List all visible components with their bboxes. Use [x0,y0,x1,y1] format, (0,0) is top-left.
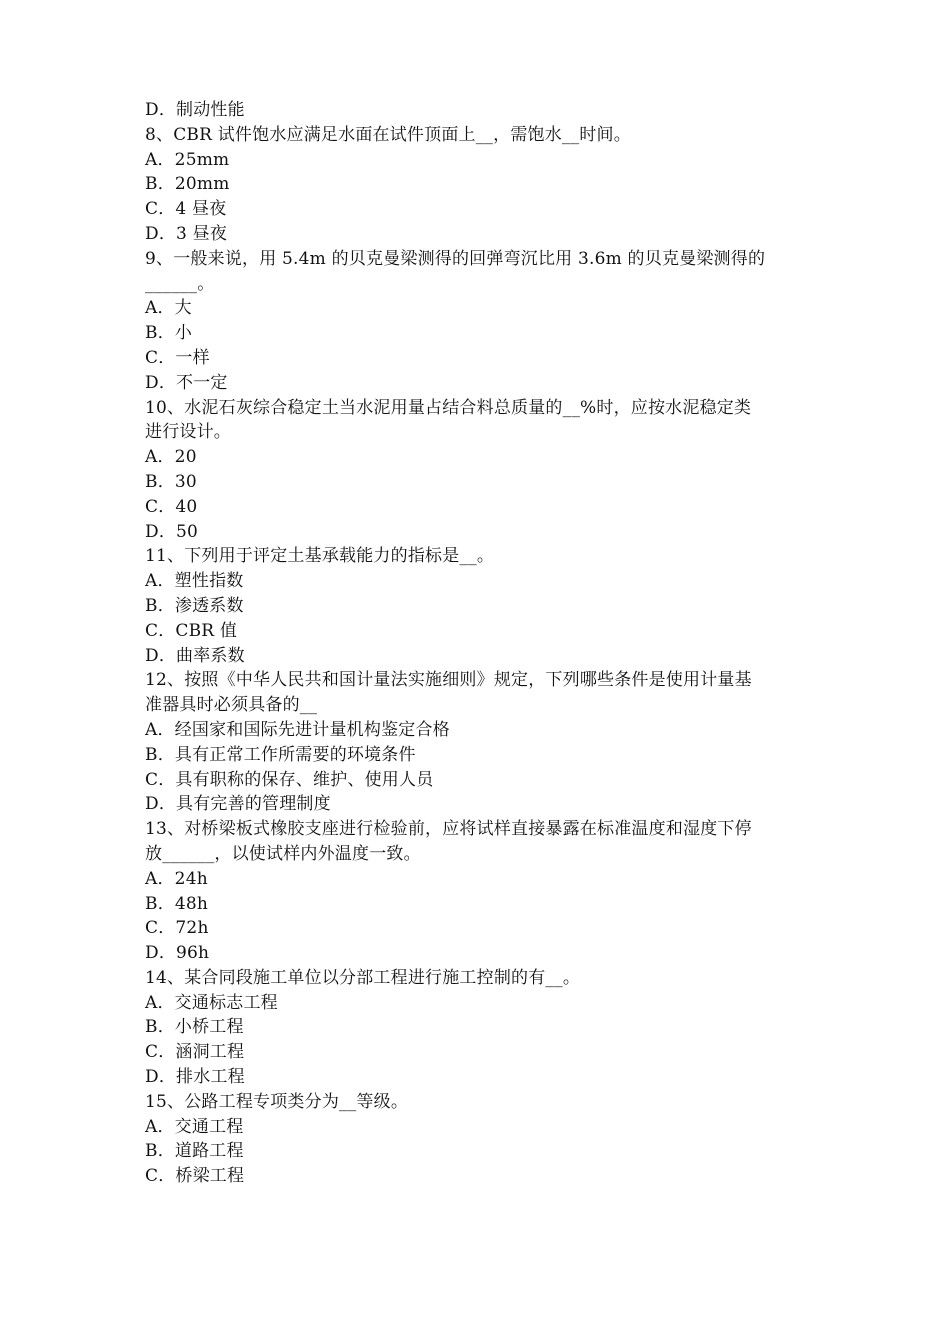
option-line: B．小桥工程 [145,1017,244,1038]
option-line: C．72h [145,918,209,939]
option-line: C．一样 [145,347,210,368]
option-line: B．小 [145,323,193,344]
question-line: 12、按照《中华人民共和国计量法实施细则》规定，下列哪些条件是使用计量基 [145,670,752,691]
document-body [145,98,825,1189]
option-line: B．20mm [145,174,230,195]
option-line: A．经国家和国际先进计量机构鉴定合格 [145,719,450,740]
question-line: 10、水泥石灰综合稳定土当水泥用量占结合料总质量的__%时，应按水泥稳定类 [145,397,752,418]
option-line: A．大 [145,298,192,319]
question-line: 14、某合同段施工单位以分部工程进行施工控制的有__。 [145,967,581,988]
option-line: B．48h [145,893,209,914]
option-line: D．具有完善的管理制度 [145,794,331,815]
question-line: 8、CBR 试件饱水应满足水面在试件顶面上__，需饱水__时间。 [145,124,631,145]
option-line: A．24h [145,868,208,889]
option-line: D．制动性能 [145,100,245,120]
question-line: 11、下列用于评定土基承载能力的指标是__。 [145,546,495,567]
option-line: B．具有正常工作所需要的环境条件 [145,744,416,765]
option-line: D．3 昼夜 [145,223,228,244]
question-line: 9、一般来说，用 5.4m 的贝克曼梁测得的回弹弯沉比用 3.6m 的贝克曼梁测得的 [145,248,766,269]
option-line: A．交通工程 [145,1116,244,1137]
option-line: C．40 [145,496,198,517]
question-line: 进行设计。 [145,422,231,443]
option-line: D．曲率系数 [145,645,245,666]
option-line: C．桥梁工程 [145,1166,245,1187]
question-line: ______。 [145,273,215,294]
option-line: B．道路工程 [145,1141,244,1162]
option-line: C．CBR 值 [145,620,238,641]
question-line: 准器具时必须具备的__ [145,695,318,716]
option-line: D．不一定 [145,372,228,393]
option-line: A．交通标志工程 [145,992,278,1013]
option-line: D．排水工程 [145,1067,245,1088]
option-line: D．96h [145,943,210,964]
question-line: 放______，以使试样内外温度一致。 [145,843,421,864]
option-line: B．30 [145,471,197,492]
option-line: A．25mm [145,149,230,170]
option-line: D．50 [145,521,199,542]
question-line: 15、公路工程专项类分为__等级。 [145,1091,409,1112]
option-line: A．塑性指数 [145,571,244,592]
option-line: C．具有职称的保存、维护、使用人员 [145,769,434,790]
question-line: 13、对桥梁板式橡胶支座进行检验前，应将试样直接暴露在标准温度和湿度下停 [145,819,752,840]
option-line: C．涵洞工程 [145,1042,245,1063]
option-line: C．4 昼夜 [145,199,227,220]
option-line: A．20 [145,447,197,468]
option-line: B．渗透系数 [145,595,244,616]
